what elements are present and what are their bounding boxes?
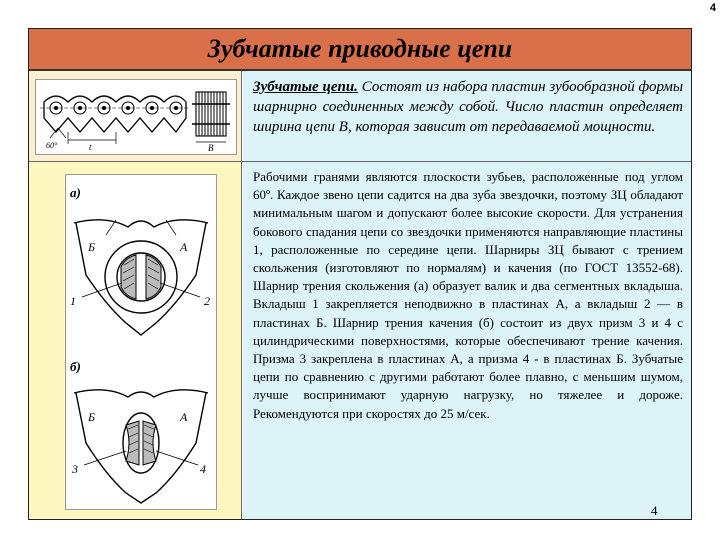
intro-paragraph xyxy=(253,77,683,137)
joint-a-part1: 1 xyxy=(70,294,76,308)
body-paragraph: Рабочими гранями являются плоскости зубьев, расположенные под углом 60º. Каждое звено цепи садится на два зуба звездочки, поэтому ЗЦ обладают минимальным шагом и допускают более высокие скорости. Для устранения бокового спадания цепи со звездочки применяются направляющие пластины 1, расположенные по середине цепи. Шарниры ЗЦ бывают с трением скольжения (изготовляют по нормалям) и качения (по ГОСТ 13552-68). Шарнир трения скольжения (а) образует валик и два сегментных вкладыша. Вкладыш 1 закрепляется неподвижно в пластинах А, а вкладыш 2 — в пластинах Б. Шарнир трения качения (б) состоит из двух призм 3 и 4 с цилиндрическими поверхностями, которые обеспечивают трение качения. Призма 3 закреплена в пластинах А, а призма 4 - в пластинах Б. Зубчатые цепи по сравнению с другими работают более плавно, с меньшим шумом, лучше воспринимают ударную нагрузку, но тяжелее и дороже. Рекомендуются при скоростях до 25 м/сек. xyxy=(253,169,683,421)
width-label: B xyxy=(208,143,214,153)
details-row xyxy=(29,162,691,519)
joint-a-plate-right: А xyxy=(180,240,188,254)
joint-b-plate-right: А xyxy=(180,410,188,424)
intro-text: Состоят из набора пластин зубообразной формы шарнирно соединенных между собой. Число пластин определяет ширина цепи В, которая зависит от передаваемой мощности. xyxy=(253,79,683,135)
chain-drawing xyxy=(36,80,236,154)
joint-b-part3: 3 xyxy=(72,462,78,476)
intro-row xyxy=(29,71,691,162)
joint-a-part2: 2 xyxy=(204,294,210,308)
intro-text-panel xyxy=(243,71,691,161)
joint-figure xyxy=(65,174,217,510)
joint-b-label: б) xyxy=(70,359,81,374)
joint-a-plate-left: Б xyxy=(88,240,96,254)
slide-page-number: 4 xyxy=(651,503,658,518)
pitch-label: t xyxy=(89,142,92,152)
chain-figure xyxy=(35,79,237,155)
joint-b-part4: 4 xyxy=(200,462,206,476)
joint-drawing xyxy=(66,175,216,509)
slide-title: Зубчатые приводные цепи xyxy=(207,34,513,63)
joint-b-plate-left: Б xyxy=(88,410,96,424)
joint-figure-panel xyxy=(29,162,242,519)
title-bar xyxy=(29,29,691,71)
corner-page-number: 4 xyxy=(709,2,716,14)
slide xyxy=(28,28,692,520)
angle-label: 60° xyxy=(46,141,58,150)
body-text-panel xyxy=(243,162,691,519)
joint-a-label: а) xyxy=(70,185,81,200)
chain-figure-panel xyxy=(29,71,242,161)
intro-lead: Зубчатые цепи. xyxy=(253,79,358,95)
